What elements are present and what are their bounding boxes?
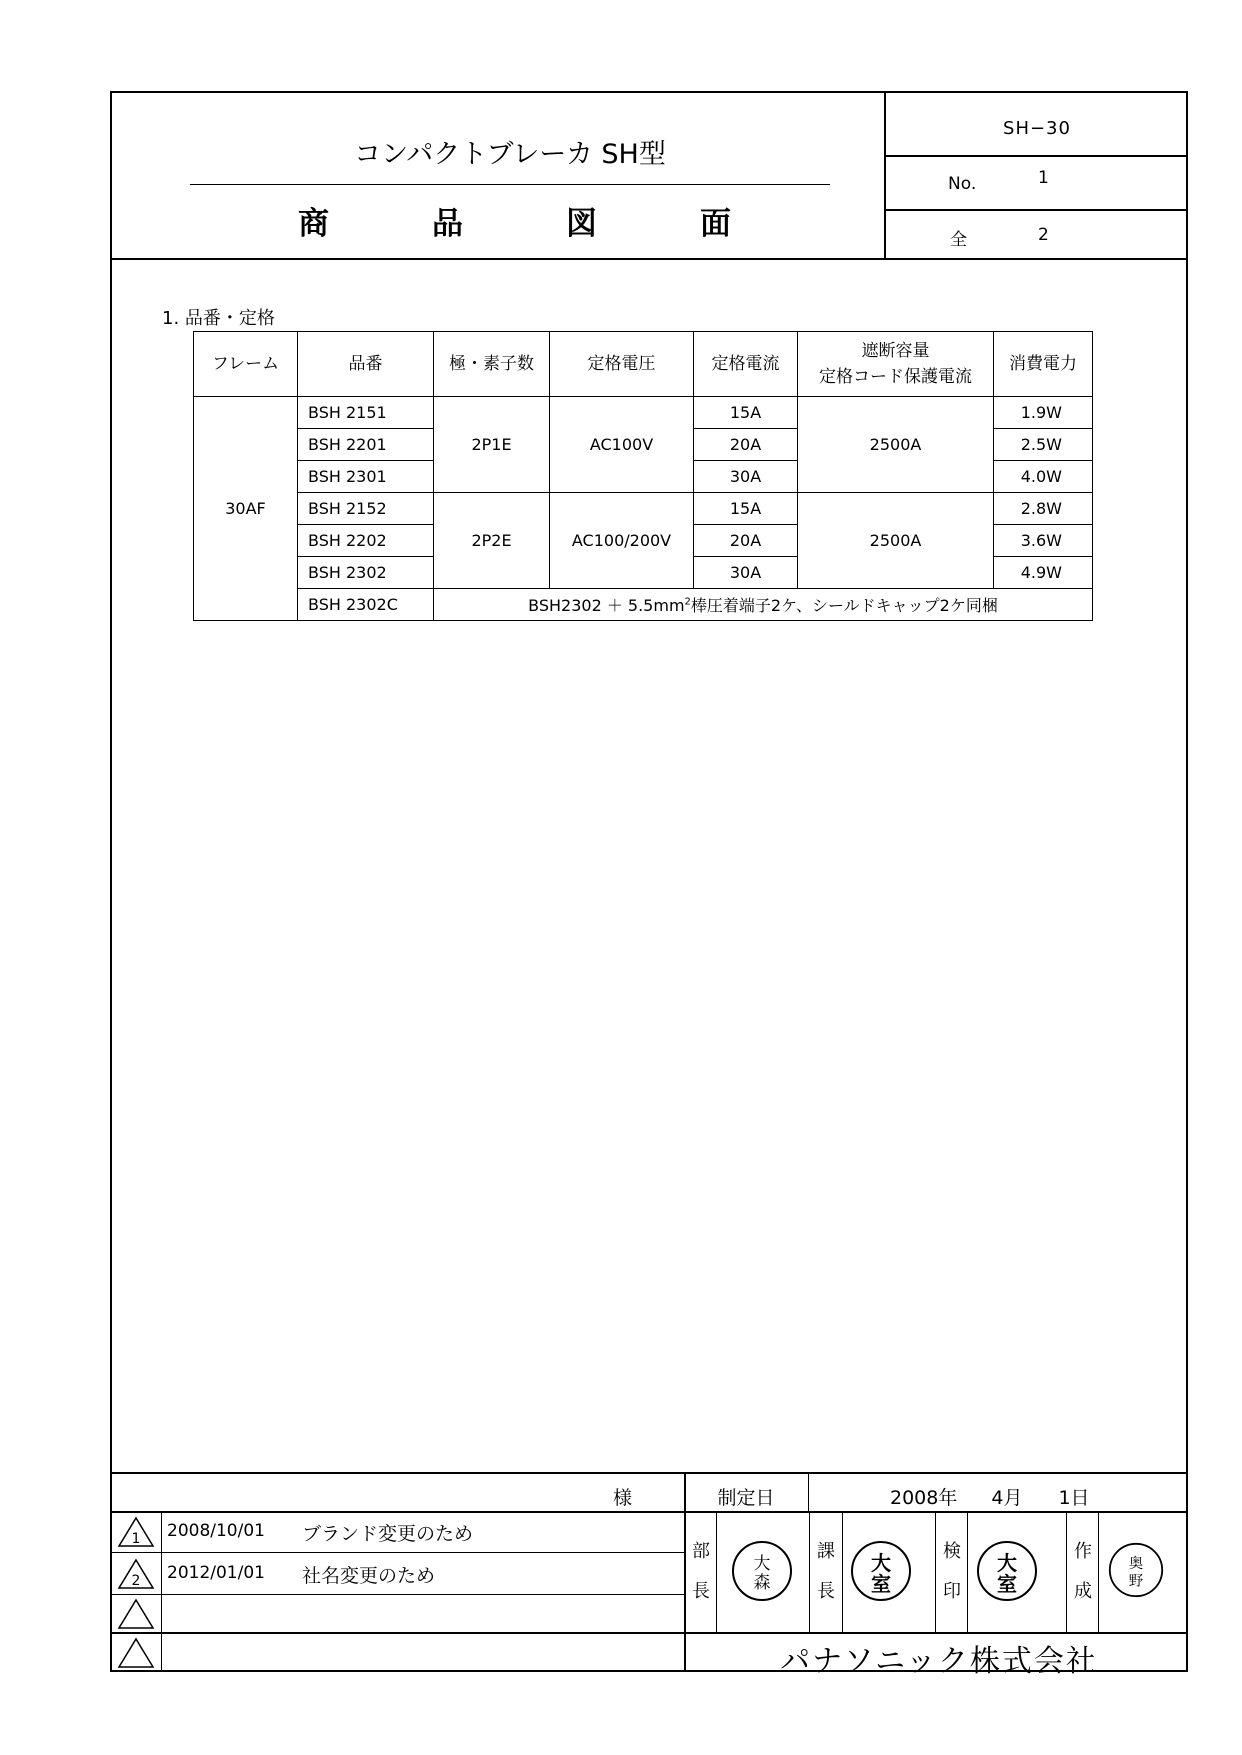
svg-text:室: 室 <box>997 1572 1017 1596</box>
bundle-desc-after: 棒圧着端子2ケ、シールドキャップ2ケ同梱 <box>690 596 998 615</box>
header-number-divider <box>884 209 1188 211</box>
current-cell: 15A <box>694 397 798 429</box>
header-capacity-line2: 定格コード保護電流 <box>819 367 972 387</box>
approval-divider <box>809 1511 810 1632</box>
seal-stamp-icon <box>731 1540 793 1602</box>
header-power: 消費電力 <box>994 332 1093 397</box>
model-cell: BSH 2302 <box>298 557 434 589</box>
sheet-number-value: 1 <box>1038 168 1049 188</box>
bundle-description <box>434 589 1093 621</box>
svg-text:大: 大 <box>997 1551 1017 1575</box>
approval-label-manager: 部 長 <box>692 1541 710 1602</box>
model-cell: BSH 2301 <box>298 461 434 493</box>
current-cell: 30A <box>694 461 798 493</box>
capacity-cell: 2500A <box>798 493 994 589</box>
footer-rule <box>110 1511 1188 1513</box>
revision-mark-divider <box>161 1511 162 1672</box>
subtitle-char: 商 <box>298 206 329 242</box>
footer-top-rule <box>110 1472 1188 1474</box>
header-model: 品番 <box>298 332 434 397</box>
title-underline <box>190 184 830 185</box>
revision-date: 2008/10/01 <box>167 1521 265 1541</box>
approval-divider <box>967 1511 968 1632</box>
table-row-bundle <box>194 589 1093 621</box>
header-divider <box>110 258 1188 260</box>
poles-cell: 2P2E <box>434 493 550 589</box>
revision-triangle-icon <box>116 1515 156 1549</box>
established-year: 2008年 <box>890 1487 958 1509</box>
revision-rule <box>110 1552 684 1553</box>
customer-suffix: 様 <box>613 1487 633 1509</box>
total-sheets-label: 全 <box>950 230 967 250</box>
approval-label-section-chief: 課 長 <box>817 1541 835 1602</box>
frame-cell: 30AF <box>194 397 298 621</box>
table-row <box>194 493 1093 525</box>
established-month: 4月 <box>991 1487 1023 1509</box>
revision-rule <box>110 1594 684 1595</box>
approval-divider <box>716 1511 717 1632</box>
company-name: パナソニック株式会社 <box>780 1644 1098 1679</box>
voltage-cell: AC100V <box>550 397 694 493</box>
revision-mark: 2 <box>131 1573 141 1589</box>
established-date <box>890 1483 1090 1510</box>
header-code-divider <box>884 155 1188 157</box>
sheet-number-label: No. <box>948 174 977 194</box>
poles-cell: 2P1E <box>434 397 550 493</box>
model-cell: BSH 2201 <box>298 429 434 461</box>
svg-text:大: 大 <box>753 1554 771 1574</box>
header-poles: 極・素子数 <box>434 332 550 397</box>
subtitle-char: 図 <box>566 206 597 242</box>
approval-divider <box>1098 1511 1099 1632</box>
power-cell: 2.5W <box>994 429 1093 461</box>
document-title: コンパクトブレーカ SH型 <box>354 139 666 170</box>
current-cell: 20A <box>694 429 798 461</box>
approval-divider <box>842 1511 843 1632</box>
header-frame: フレーム <box>194 332 298 397</box>
section-heading: 1. 品番・定格 <box>162 308 275 329</box>
svg-text:野: 野 <box>1128 1573 1144 1590</box>
power-cell: 1.9W <box>994 397 1093 429</box>
model-cell: BSH 2302C <box>298 589 434 621</box>
seal-stamp-icon <box>976 1540 1038 1602</box>
established-day: 1日 <box>1058 1487 1090 1509</box>
seal-stamp-icon <box>850 1540 912 1602</box>
svg-text:森: 森 <box>753 1573 771 1593</box>
header-voltage: 定格電圧 <box>550 332 694 397</box>
header-current: 定格電流 <box>694 332 798 397</box>
model-cell: BSH 2151 <box>298 397 434 429</box>
current-cell: 15A <box>694 493 798 525</box>
svg-text:大: 大 <box>871 1551 891 1575</box>
power-cell: 2.8W <box>994 493 1093 525</box>
approval-divider <box>1066 1511 1067 1632</box>
revision-mark: 1 <box>131 1531 141 1547</box>
established-date-divider <box>808 1472 809 1512</box>
table-header-row <box>194 332 1093 397</box>
header-capacity-line1: 遮断容量 <box>861 341 930 361</box>
footer-company-rule <box>110 1632 1188 1634</box>
voltage-cell: AC100/200V <box>550 493 694 589</box>
power-cell: 4.0W <box>994 461 1093 493</box>
revision-date: 2012/01/01 <box>167 1563 265 1583</box>
model-cell: BSH 2152 <box>298 493 434 525</box>
subtitle-char: 品 <box>432 206 463 242</box>
document-subtitle <box>190 198 830 242</box>
power-cell: 3.6W <box>994 525 1093 557</box>
revision-triangle-icon <box>116 1557 156 1591</box>
approval-label-author: 作 成 <box>1074 1541 1092 1602</box>
capacity-cell: 2500A <box>798 397 994 493</box>
svg-text:室: 室 <box>871 1572 891 1596</box>
document-code: SH−30 <box>1003 118 1071 139</box>
revision-triangle-icon <box>116 1597 156 1631</box>
header-vertical-divider <box>884 91 886 259</box>
power-cell: 4.9W <box>994 557 1093 589</box>
bundle-desc-before: BSH2302 ＋ 5.5mm <box>528 596 685 615</box>
approval-label-inspection: 検 印 <box>943 1541 961 1602</box>
current-cell: 30A <box>694 557 798 589</box>
revision-triangle-icon <box>116 1636 156 1670</box>
revision-text: ブランド変更のため <box>302 1523 474 1545</box>
approval-divider <box>935 1511 936 1632</box>
subtitle-char: 面 <box>700 206 731 242</box>
bundle-desc-superscript: 2 <box>684 596 691 608</box>
total-sheets-value: 2 <box>1038 225 1049 245</box>
svg-text:奥: 奥 <box>1128 1556 1144 1573</box>
header-capacity <box>798 332 994 397</box>
current-cell: 20A <box>694 525 798 557</box>
specification-table <box>193 331 1093 621</box>
table-row <box>194 397 1093 429</box>
established-label: 制定日 <box>717 1487 775 1509</box>
seal-stamp-icon <box>1108 1542 1164 1598</box>
model-cell: BSH 2202 <box>298 525 434 557</box>
revision-text: 社名変更のため <box>302 1565 436 1587</box>
